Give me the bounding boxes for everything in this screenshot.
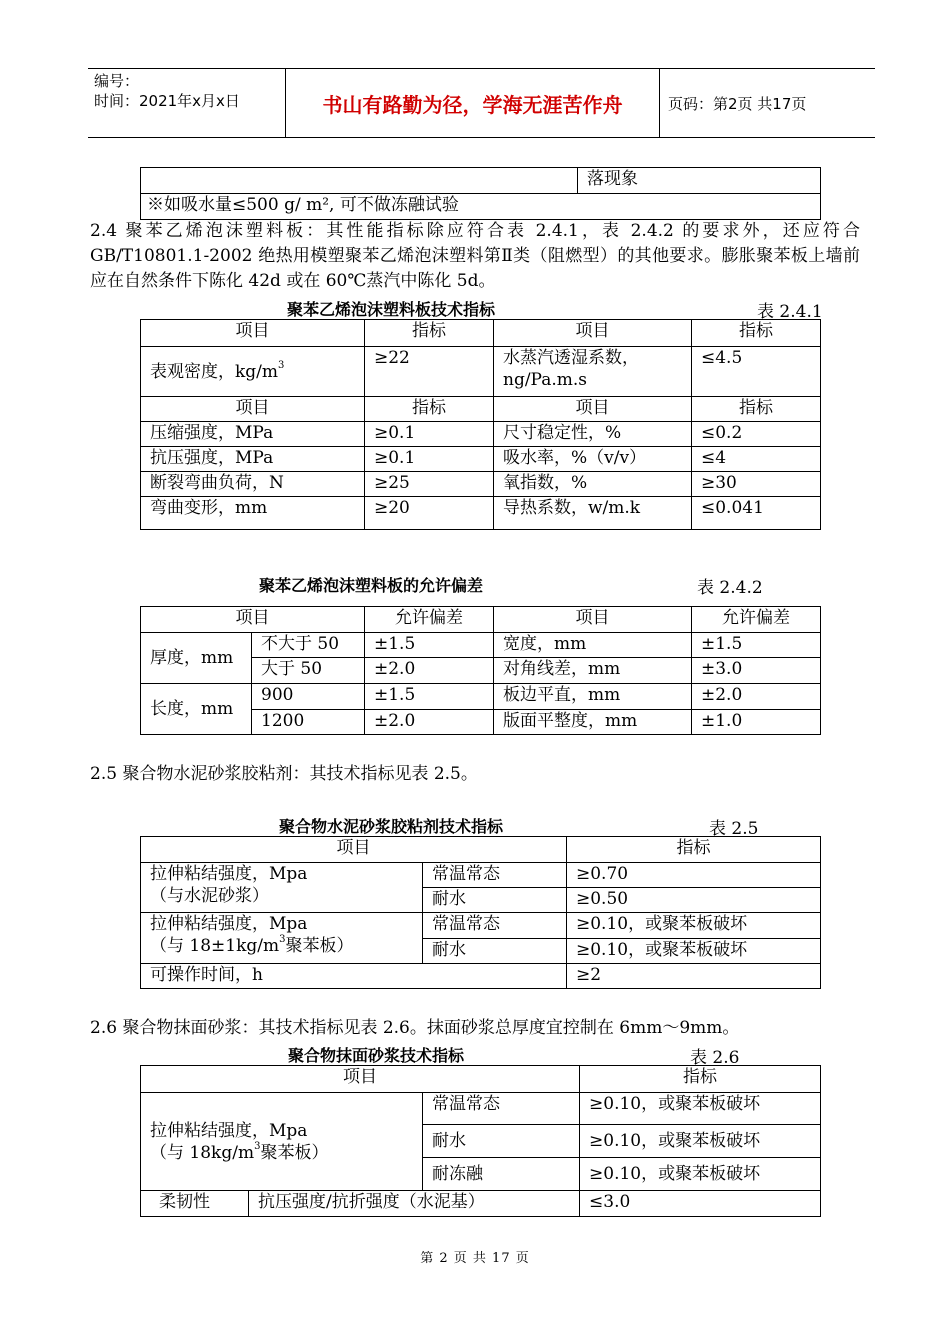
page-footer: 第 2 页 共 17 页 [420, 1251, 530, 1266]
table-row: 耐水 ≥0.10，或聚苯板破坏 [141, 1125, 821, 1158]
header-motto: 书山有路勤为径，学海无涯苦作舟 [285, 69, 660, 137]
col-header: 指标 [365, 320, 494, 347]
table-row: 拉伸粘结强度，Mpa （与水泥砂浆） 常温常态 ≥0.70 [141, 863, 821, 888]
page-header [88, 68, 875, 138]
table-2-4-2 [140, 606, 821, 735]
col-header: 允许偏差 [692, 607, 821, 633]
table-cell: 水蒸汽透湿系数， ng/Pa.m.s [494, 347, 692, 397]
table-cell: 表观密度，$kg/m^3$ [141, 347, 365, 397]
table-row: 可操作时间，h ≥2 [141, 964, 821, 989]
fragment-note: ※如吸水量≤500 g/ m², 可不做冻融试验 [141, 194, 821, 220]
table-cell: ≥22 [365, 347, 494, 397]
table-2-4-1-title: 聚苯乙烯泡沫塑料板技术指标 [287, 300, 496, 319]
col-header: 指标 [692, 397, 821, 422]
section-2-5-text: 2.5 聚合物水泥砂浆胶粘剂：其技术指标见表 2.5。 [90, 764, 478, 784]
table-2-5 [140, 836, 821, 989]
col-header: 项目 [494, 320, 692, 347]
table-2-6-number: 表 2.6 [690, 1048, 740, 1068]
table-cell: ≤4.5 [692, 347, 821, 397]
col-header: 项目 [141, 1066, 580, 1093]
col-header: 允许偏差 [365, 607, 494, 633]
table-row: 厚度，mm 不大于 50 ±1.5 宽度，mm ±1.5 [141, 633, 821, 658]
col-header: 项目 [141, 607, 365, 633]
table-2-6 [140, 1065, 821, 1217]
header-page: 页码：第2页 共17页 [668, 94, 807, 113]
table-row: 断裂弯曲负荷，N ≥25 氧指数，% ≥30 [141, 472, 821, 497]
col-header: 指标 [580, 1066, 821, 1093]
col-header: 指标 [567, 837, 821, 863]
table-row: 拉伸粘结强度，Mpa （与 $18kg/m^3$聚苯板） 常温常态 ≥0.10，或聚苯板破坏 [141, 1093, 821, 1125]
table-row: 耐冻融 ≥0.10，或聚苯板破坏 [141, 1158, 821, 1191]
table-row: 耐水 ≥0.10，或聚苯板破坏 [141, 939, 821, 964]
col-header: 项目 [141, 320, 365, 347]
table-2-6-title: 聚合物抹面砂浆技术指标 [288, 1046, 465, 1065]
table-row: 压缩强度，MPa ≥0.1 尺寸稳定性，% ≤0.2 [141, 422, 821, 447]
header-meta [88, 69, 285, 137]
table-row: 弯曲变形，mm ≥20 导热系数，w/m.k ≤0.041 [141, 497, 821, 530]
col-header: 项目 [494, 607, 692, 633]
col-header: 指标 [692, 320, 821, 347]
table-row: 耐水 ≥0.50 [141, 888, 821, 913]
table-fragment [140, 167, 821, 220]
col-header: 指标 [365, 397, 494, 422]
table-row: 柔韧性 抗压强度/抗折强度（水泥基） ≤3.0 [141, 1191, 821, 1217]
col-header: 项目 [494, 397, 692, 422]
section-2-4-text: 2.4 聚苯乙烯泡沫塑料板：其性能指标除应符合表 2.4.1，表 2.4.2 的要求外，还应符合 GB/T10801.1-2002 绝热用模塑聚苯乙烯泡沫塑料第Ⅱ类（阻燃型）的其他要求。膨胀聚苯板上墙前应在自然条件下陈化 42d 或在 60℃蒸汽中陈化 5d。 [90, 221, 860, 291]
table-2-4-2-number: 表 2.4.2 [697, 578, 763, 598]
table-row: 抗压强度，MPa ≥0.1 吸水率，%（v/v） ≤4 [141, 447, 821, 472]
table-2-5-title: 聚合物水泥砂浆胶粘剂技术指标 [279, 817, 504, 836]
header-time: 时间：2021年x月x日 [94, 92, 240, 110]
table-row: 1200 ±2.0 版面平整度，mm ±1.0 [141, 710, 821, 735]
col-header: 项目 [141, 837, 567, 863]
table-row: 大于 50 ±2.0 对角线差，mm ±3.0 [141, 658, 821, 684]
table-row: 拉伸粘结强度，Mpa （与 $18\pm 1kg/m^3$聚苯板） 常温常态 ≥0.10，或聚苯板破坏 [141, 913, 821, 939]
section-2-6-text: 2.6 聚合物抹面砂浆：其技术指标见表 2.6。抹面砂浆总厚度宜控制在 6mm～9mm。 [90, 1018, 740, 1038]
table-row: 长度，mm 900 ±1.5 板边平直，mm ±2.0 [141, 684, 821, 710]
table-2-4-1 [140, 319, 821, 530]
table-2-5-number: 表 2.5 [709, 819, 759, 839]
fragment-cell: 落现象 [578, 168, 821, 194]
col-header: 项目 [141, 397, 365, 422]
table-2-4-1-number: 表 2.4.1 [757, 302, 823, 322]
header-number: 编号： [94, 72, 140, 90]
table-2-4-2-title: 聚苯乙烯泡沫塑料板的允许偏差 [259, 576, 484, 595]
